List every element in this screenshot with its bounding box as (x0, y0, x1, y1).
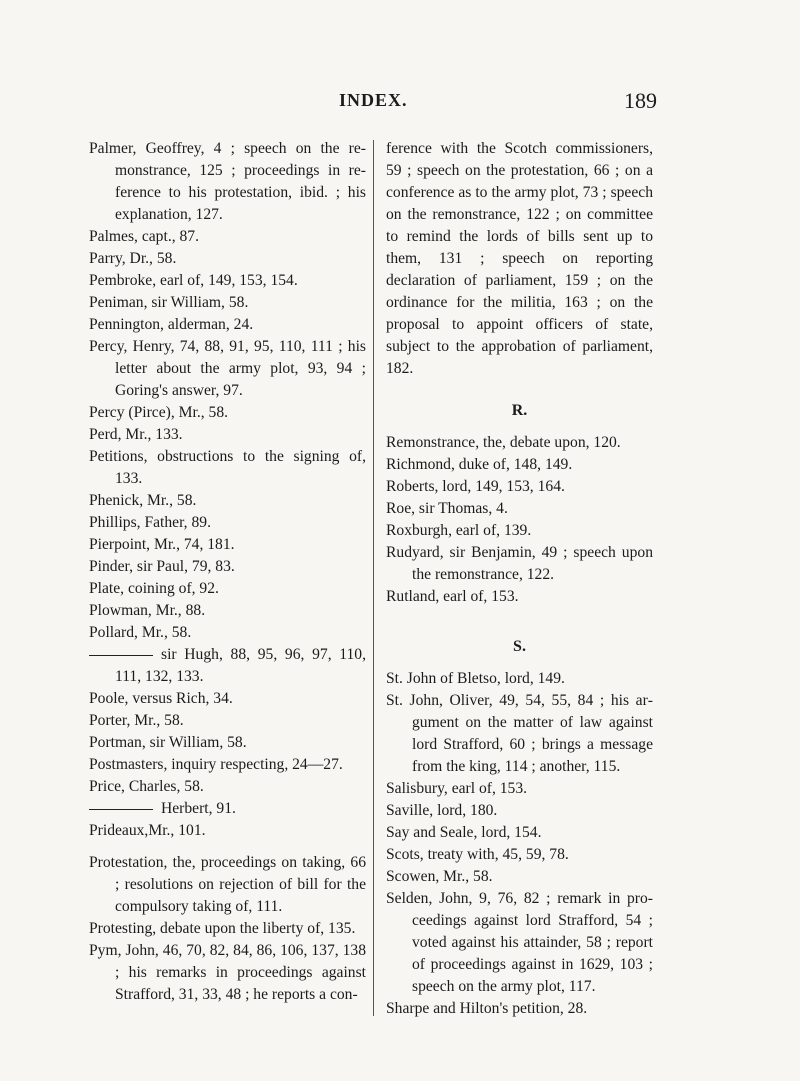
index-entry (89, 940, 366, 1006)
index-entry: Selden, John, 9, 76, 82 ; remark in proceedings against lord Strafford, 54 ; voted against his attainder, 58 ; report of proceedings against in 1629, 103 ; speech on the army plot, 117. (386, 890, 653, 995)
index-entry: Salisbury, earl of, 153. (386, 780, 528, 797)
index-entry (89, 918, 366, 940)
index-column-left (89, 138, 366, 1006)
index-entry-text: sir Hugh, 88, 95, 96, 97, 110, 111, 132, 133. (115, 646, 366, 685)
index-entry (89, 688, 366, 710)
index-entry (89, 490, 366, 512)
index-entry (89, 534, 366, 556)
index-entry-text: Pembroke, earl of, 149, 153, 154. (89, 272, 298, 289)
index-entry-text: Petitions, obstructions to the signing of, 133. (89, 448, 366, 487)
index-entry (89, 138, 366, 226)
index-entry-text: Plate, coining of, 92. (89, 580, 219, 597)
index-entry: Roberts, lord, 149, 153, 164. (386, 478, 565, 495)
index-entry: Rudyard, sir Benjamin, 49 ; speech upon the remonstrance, 122. (386, 544, 653, 583)
section-r-entries (386, 432, 653, 608)
index-entry (89, 226, 366, 248)
continued-entry: ference with the Scotch commissioners, 59 ; speech on the protestation, 66 ; on a conference as to the army plot, 73 ; speech on the remonstrance, 122 ; on committee to remind the lords of bills sent up to them, 131 ; speech on reporting declaration of parliament, 159 ; on the ordinance for the militia, 163 ; on the proposal to appoint officers of state, subject to the approbation of parliament, 182. (386, 140, 653, 377)
index-entry (89, 578, 366, 600)
index-entry: Richmond, duke of, 148, 149. (386, 456, 573, 473)
index-entry-text: Postmasters, inquiry respecting, 24—27. (89, 756, 343, 773)
running-title: INDEX. (339, 90, 408, 110)
index-entry (89, 710, 366, 732)
index-entry: Roxburgh, earl of, 139. (386, 522, 532, 539)
ditto-dash (89, 655, 153, 656)
index-entry-text: Pym, John, 46, 70, 82, 84, 86, 106, 137, 138 ; his remarks in proceedings against Strafford, 31, 33, 48 ; he reports a con- (89, 942, 366, 1003)
index-entry-text: Phenick, Mr., 58. (89, 492, 197, 509)
index-entry: Scots, treaty with, 45, 59, 78. (386, 846, 569, 863)
index-entry: Remonstrance, the, debate upon, 120. (386, 434, 621, 451)
index-entry (89, 270, 366, 292)
index-entry (89, 424, 366, 446)
index-entry-text: Percy (Pirce), Mr., 58. (89, 404, 229, 421)
index-entry (89, 644, 366, 688)
index-entry-text: Price, Charles, 58. (89, 778, 204, 795)
section-letter-s: S. (513, 638, 526, 655)
index-entry-text: Poole, versus Rich, 34. (89, 690, 233, 707)
index-entry (89, 336, 366, 402)
index-entry (89, 622, 366, 644)
section-letter-r: R. (511, 402, 528, 419)
index-entry-text: Pinder, sir Paul, 79, 83. (89, 558, 235, 575)
index-entry-text: Peniman, sir William, 58. (89, 294, 249, 311)
index-entry-text: Herbert, 91. (161, 800, 236, 817)
index-entry (89, 732, 366, 754)
index-entry: Rutland, earl of, 153. (386, 588, 519, 605)
index-entry (89, 798, 366, 820)
index-entry: St. John, Oliver, 49, 54, 55, 84 ; his argument on the matter of law against lord Strafford, 60 ; brings a message from the king, 114 ; another, 115. (386, 692, 653, 775)
index-column-right (386, 138, 653, 1020)
index-entry-text: Pollard, Mr., 58. (89, 624, 192, 641)
index-entry-text: Phillips, Father, 89. (89, 514, 211, 531)
index-entry-text: Percy, Henry, 74, 88, 91, 95, 110, 111 ; his letter about the army plot, 93, 94 ; Goring's answer, 97. (89, 338, 366, 399)
index-entry-text: Protesting, debate upon the liberty of, 135. (89, 920, 356, 937)
index-entry-text: Pennington, alderman, 24. (89, 316, 254, 333)
index-entry (89, 600, 366, 622)
index-entry: Saville, lord, 180. (386, 802, 498, 819)
index-entry: St. John of Bletso, lord, 149. (386, 670, 565, 687)
index-entry (89, 556, 366, 578)
index-entry: Sharpe and Hilton's petition, 28. (386, 1000, 588, 1017)
index-entry (89, 314, 366, 336)
index-entry: Scowen, Mr., 58. (386, 868, 493, 885)
index-entry-text: Palmer, Geoffrey, 4 ; speech on the remonstrance, 125 ; proceedings in reference to his protestation, ibid. ; his explanation, 127. (89, 140, 366, 223)
index-entry (89, 248, 366, 270)
index-entry: Say and Seale, lord, 154. (386, 824, 542, 841)
index-entry (89, 446, 366, 490)
column-divider (373, 140, 374, 1016)
page-number: 189 (624, 88, 657, 113)
index-entry-text: Parry, Dr., 58. (89, 250, 177, 267)
index-entry-text: Pierpoint, Mr., 74, 181. (89, 536, 235, 553)
index-entry (89, 402, 366, 424)
ditto-dash (89, 809, 153, 810)
index-entry-text: Plowman, Mr., 88. (89, 602, 206, 619)
index-entry-text: Protestation, the, proceedings on taking, 66 ; resolutions on rejection of bill for the compulsory taking of, 111. (89, 854, 366, 915)
index-entry (89, 512, 366, 534)
index-entry-text: Palmes, capt., 87. (89, 228, 200, 245)
section-s-entries (386, 668, 653, 1020)
index-entry-text: Prideaux,Mr., 101. (89, 822, 206, 839)
index-entry (89, 754, 366, 776)
index-entry (89, 852, 366, 918)
index-entry-text: Portman, sir William, 58. (89, 734, 247, 751)
running-header (0, 86, 800, 112)
index-entry: Roe, sir Thomas, 4. (386, 500, 508, 517)
index-entry (89, 292, 366, 314)
index-entry (89, 776, 366, 798)
index-entry-text: Porter, Mr., 58. (89, 712, 184, 729)
index-entry (89, 820, 366, 842)
index-entry-text: Perd, Mr., 133. (89, 426, 183, 443)
